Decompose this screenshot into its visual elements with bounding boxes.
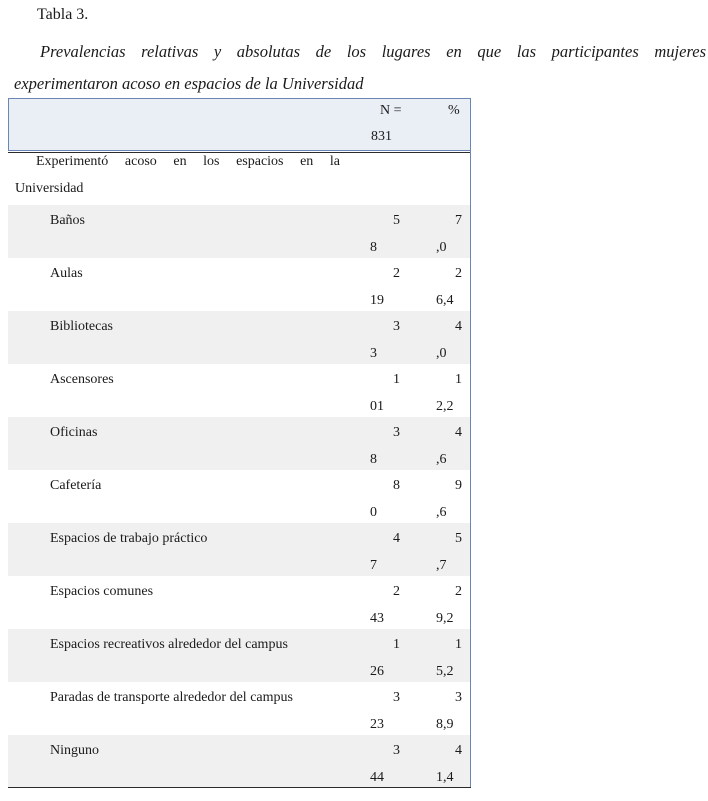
row-n-part-1: 3 (393, 690, 400, 705)
table-row (8, 258, 470, 311)
row-label: Paradas de transporte alrededor del campus (50, 690, 293, 705)
row-n-part-1: 2 (393, 266, 400, 281)
row-n-part-2: 01 (370, 399, 384, 414)
table-row (8, 735, 470, 788)
row-percent-part-1: 9 (455, 478, 462, 493)
row-n-part-1: 2 (393, 584, 400, 599)
row-n-part-2: 3 (370, 346, 377, 361)
caption-line-1: Prevalencias relativas y absolutas de los lugares en que las participantes mujeres (40, 42, 706, 61)
row-label: Espacios recreativos alrededor del campus (50, 637, 288, 652)
row-label: Ninguno (50, 743, 99, 758)
row-label: Oficinas (50, 425, 98, 440)
header-percent: % (448, 103, 460, 118)
row-n-part-2: 8 (370, 452, 377, 467)
caption-line-2: experimentaron acoso en espacios de la Universidad (14, 74, 364, 93)
table-number: Tabla 3. (37, 6, 89, 23)
row-n-part-2: 23 (370, 717, 384, 732)
row-label: Cafetería (50, 478, 102, 493)
row-label: Aulas (50, 266, 83, 281)
row-label: Bibliotecas (50, 319, 113, 334)
table-header (8, 98, 471, 151)
row-n-part-1: 5 (393, 213, 400, 228)
row-percent-part-1: 3 (455, 690, 462, 705)
header-n-value: 831 (371, 129, 392, 144)
row-label: Espacios comunes (50, 584, 154, 599)
row-percent-part-1: 2 (455, 584, 462, 599)
row-n-part-1: 3 (393, 425, 400, 440)
row-percent-part-1: 4 (455, 319, 462, 334)
row-percent-part-2: 2,2 (436, 399, 454, 414)
row-n-part-2: 43 (370, 611, 384, 626)
row-percent-part-2: ,6 (436, 452, 447, 467)
table-row (8, 523, 470, 576)
table-row (8, 417, 470, 470)
table-caption (14, 36, 706, 100)
row-percent-part-1: 2 (455, 266, 462, 281)
table-bottom-rule (8, 787, 471, 788)
row-percent-part-1: 1 (455, 637, 462, 652)
row-percent-part-1: 1 (455, 372, 462, 387)
row-percent-part-2: 8,9 (436, 717, 454, 732)
row-percent-part-2: ,0 (436, 346, 447, 361)
table-row (8, 682, 470, 735)
section-heading-line-1: Experimentó acoso en los espacios en la (36, 154, 340, 169)
row-n-part-2: 44 (370, 770, 384, 785)
row-n-part-2: 26 (370, 664, 384, 679)
row-percent-part-1: 7 (455, 213, 462, 228)
row-percent-part-1: 4 (455, 425, 462, 440)
row-percent-part-1: 4 (455, 743, 462, 758)
row-percent-part-1: 5 (455, 531, 462, 546)
row-percent-part-2: 1,4 (436, 770, 454, 785)
section-heading (8, 153, 348, 205)
row-n-part-2: 0 (370, 505, 377, 520)
table-row (8, 470, 470, 523)
row-percent-part-2: 5,2 (436, 664, 454, 679)
table-row (8, 576, 470, 629)
row-label: Baños (50, 213, 85, 228)
row-n-part-2: 8 (370, 240, 377, 255)
row-percent-part-2: 6,4 (436, 293, 454, 308)
row-n-part-1: 1 (393, 637, 400, 652)
table-row (8, 364, 470, 417)
row-percent-part-2: ,0 (436, 240, 447, 255)
row-percent-part-2: ,6 (436, 505, 447, 520)
table-row (8, 629, 470, 682)
table-right-border (470, 151, 471, 788)
row-n-part-1: 8 (393, 478, 400, 493)
row-n-part-1: 1 (393, 372, 400, 387)
row-n-part-1: 3 (393, 743, 400, 758)
row-percent-part-2: ,7 (436, 558, 447, 573)
row-n-part-2: 19 (370, 293, 384, 308)
table-row (8, 311, 470, 364)
row-label: Espacios de trabajo práctico (50, 531, 208, 546)
row-label: Ascensores (50, 372, 114, 387)
row-n-part-2: 7 (370, 558, 377, 573)
row-n-part-1: 3 (393, 319, 400, 334)
row-percent-part-2: 9,2 (436, 611, 454, 626)
row-n-part-1: 4 (393, 531, 400, 546)
header-n-label: N = (380, 103, 402, 118)
section-heading-line-2: Universidad (15, 181, 84, 196)
table-row (8, 205, 470, 258)
prevalence-table (8, 98, 471, 788)
